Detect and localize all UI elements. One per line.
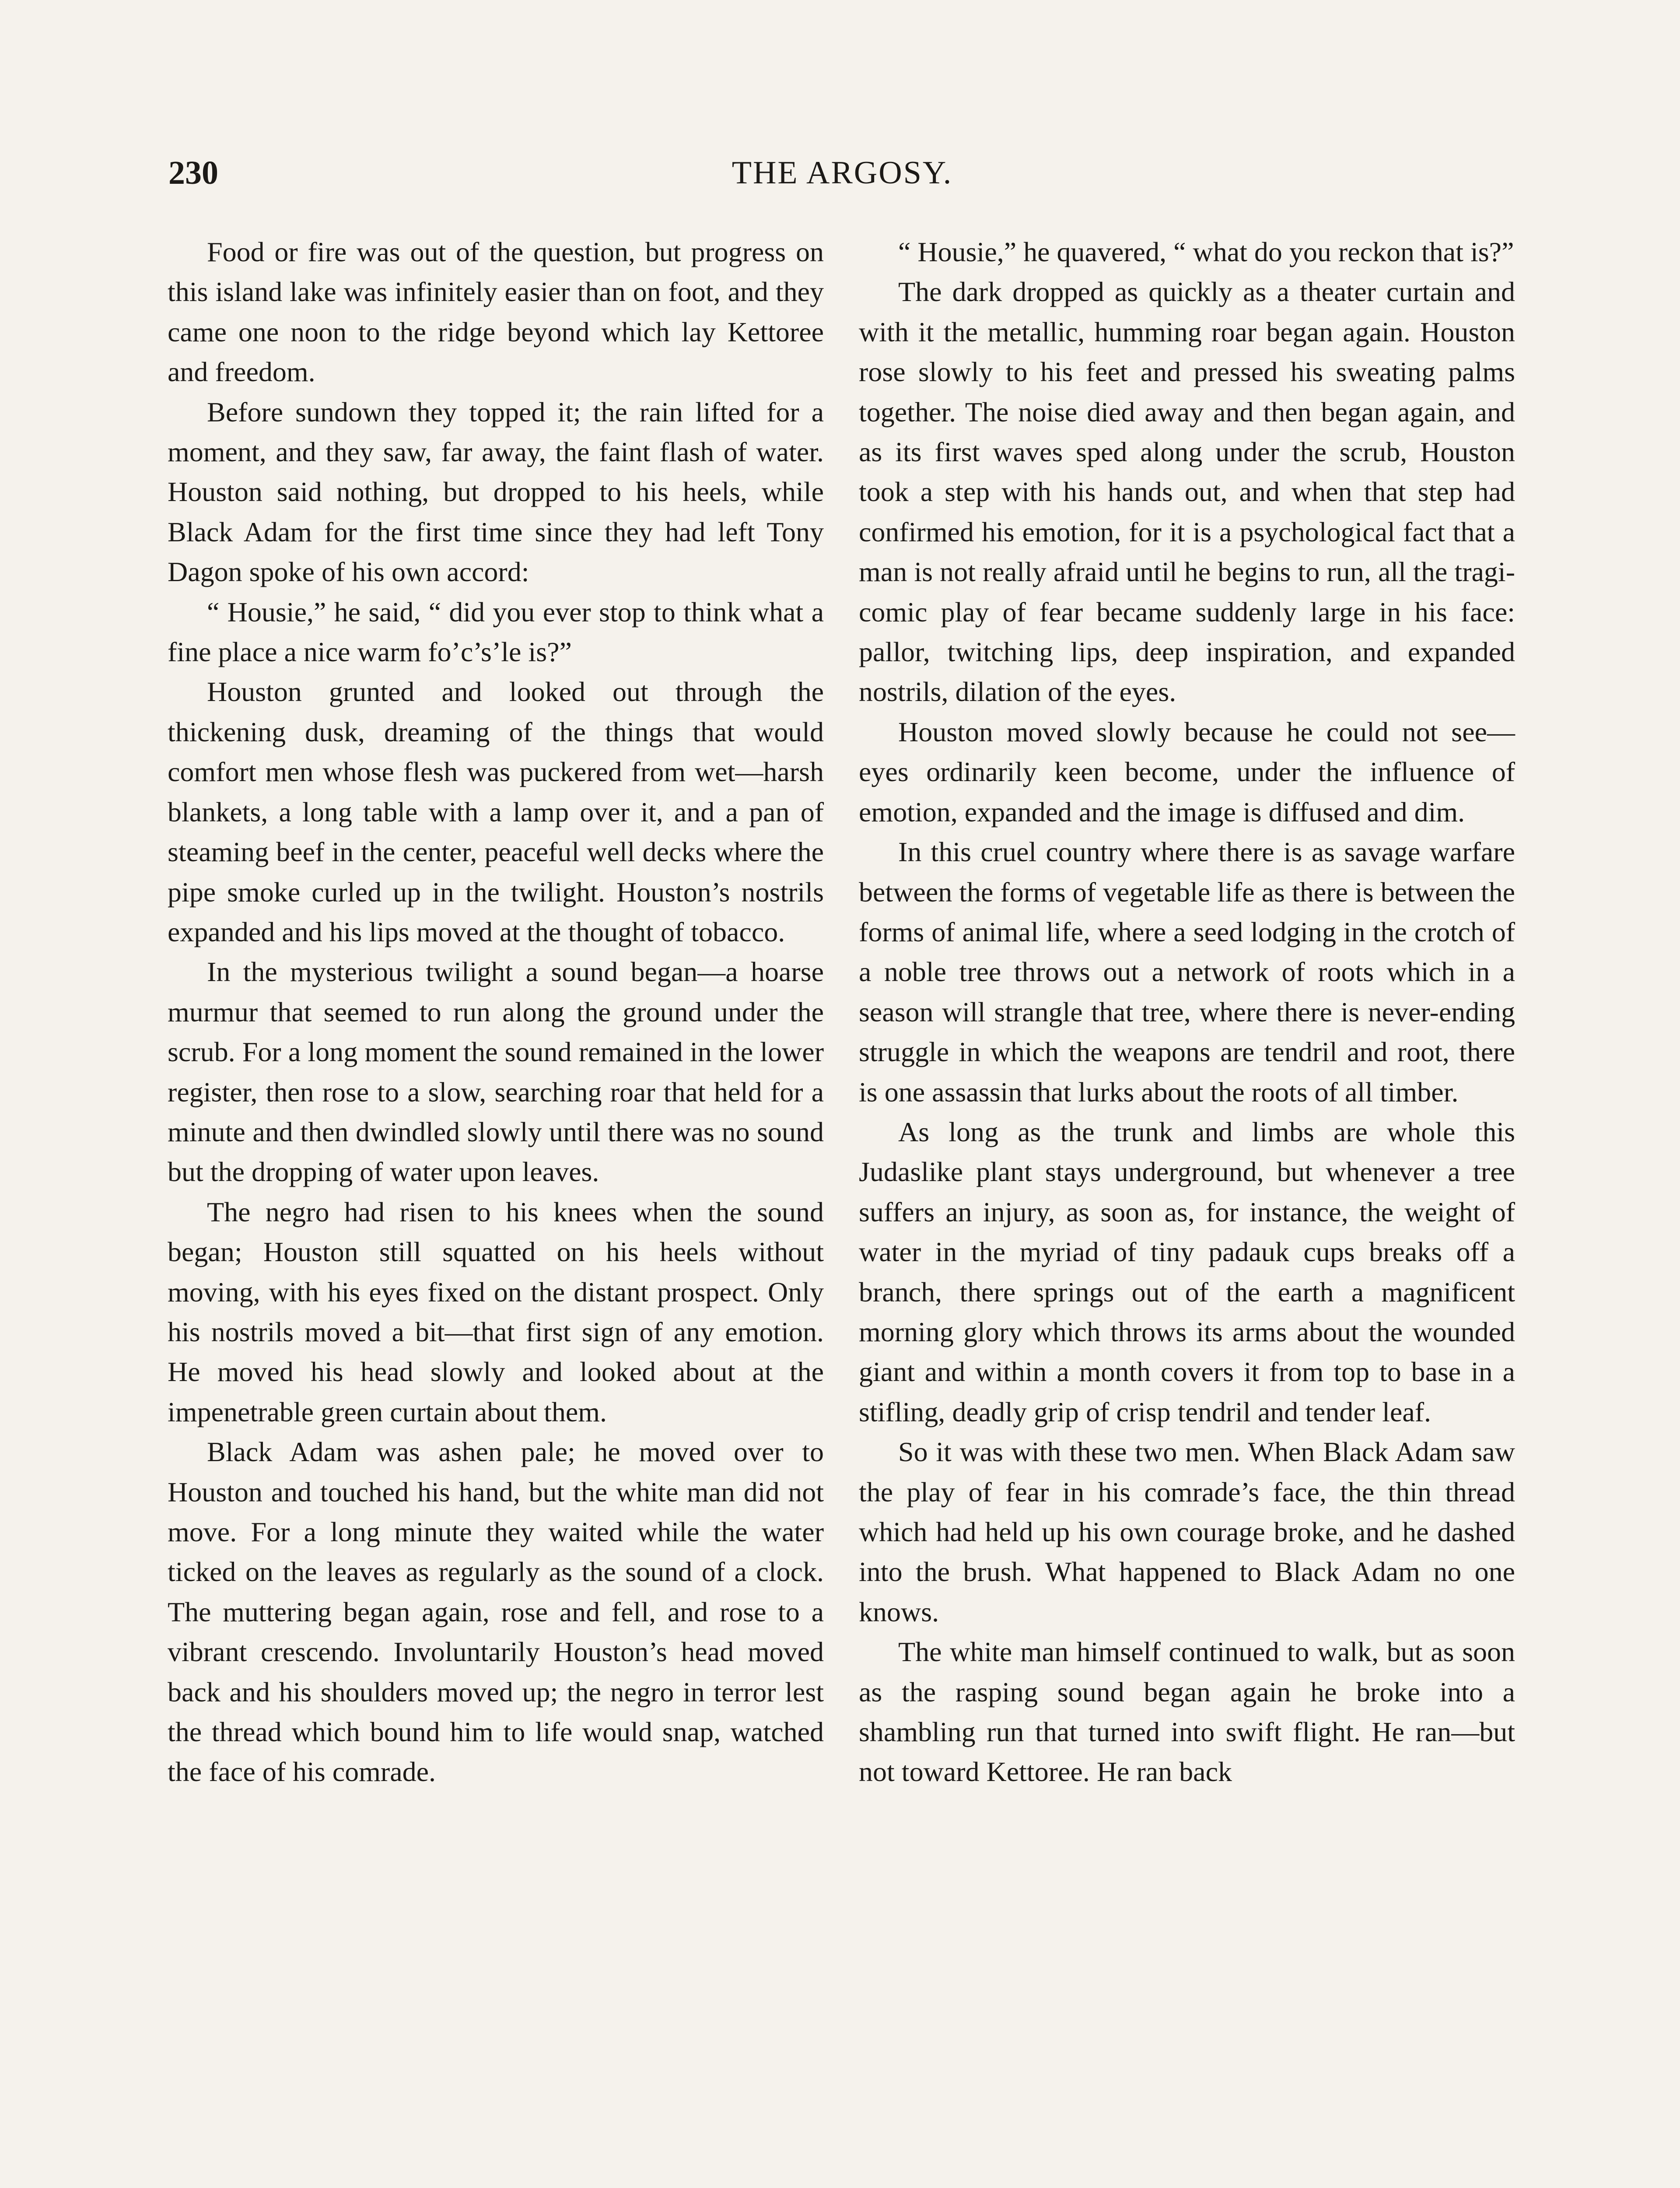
paragraph: Before sundown they topped it; the rain lifted for a moment, and they saw, far away, the faint flash of water. Houston said nothing, but dropped to his heels, while Black Adam for the first time since they had left Tony Dagon spoke of his own accord: [168,396,824,588]
paragraph: “ Housie,” he quavered, “ what do you reckon that is?” [898,236,1514,267]
running-title: THE ARGOSY. [732,155,953,191]
page-header [168,149,1516,197]
paragraph: Houston moved slowly because he could not see—eyes ordinarily keen become, under the influence of emotion, expanded and the image is diffused and dim. [859,716,1515,828]
right-column [859,232,1515,1792]
paragraph: The negro had risen to his knees when the sound began; Houston still squatted on his heels without moving, with his eyes fixed on the distant prospect. Only his nostrils moved a bit—that first sign of any emotion. He moved his head slowly and looked about at the impenetrable green curtain about them. [168,1196,824,1427]
paragraph: So it was with these two men. When Black Adam saw the play of fear in his comrade’s face, the thin thread which had held up his own courage broke, and he dashed into the brush. What happened to Black Adam no one knows. [859,1436,1515,1627]
paragraph: Food or fire was out of the question, but progress on this island lake was infinitely easier than on foot, and they came one noon to the ridge beyond which lay Kettoree and freedom. [168,236,824,388]
page-number: 230 [168,154,218,191]
paragraph: In the mysterious twilight a sound began—a hoarse murmur that seemed to run along the ground under the scrub. For a long moment the sound remained in the lower register, then rose to a slow, searching roar that held for a minute and then dwindled slowly until there was no sound but the dropping of water upon leaves. [168,956,824,1188]
paragraph: In this cruel country where there is as savage warfare between the forms of vegetable life as there is between the forms of animal life, where a seed lodging in the crotch of a noble tree throws out a network of roots which in a season will strangle that tree, where there is never-ending struggle in which the weapons are tendril and root, there is one assassin that lurks about the roots of all timber. [859,836,1515,1108]
paragraph: The white man himself continued to walk, but as soon as the rasping sound began again he broke into a shambling run that turned into swift flight. He ran—but not toward Kettoree. He ran back [859,1636,1515,1788]
paragraph: “ Housie,” he said, “ did you ever stop to think what a fine place a nice warm fo’c’s’le is?” [168,596,824,668]
left-column [168,232,824,1792]
paragraph: As long as the trunk and limbs are whole this Judaslike plant stays underground, but whenever a tree suffers an injury, as soon as, for instance, the weight of water in the myriad of tiny padauk cups breaks off a branch, there springs out of the earth a magnificent morning glory which throws its arms about the wounded giant and within a month covers it from top to base in a stifling, deadly grip of crisp tendril and tender leaf. [859,1116,1515,1427]
paragraph: Black Adam was ashen pale; he moved over to Houston and touched his hand, but the white man did not move. For a long minute they waited while the water ticked on the leaves as regularly as the sound of a clock. The muttering began again, rose and fell, and rose to a vibrant crescendo. Involuntarily Houston’s head moved back and his shoulders moved up; the negro in terror lest the thread which bound him to life would snap, watched the face of his comrade. [168,1436,824,1788]
paragraph: Houston grunted and looked out through the thickening dusk, dreaming of the things that would comfort men whose flesh was puckered from wet—harsh blankets, a long table with a lamp over it, and a pan of steaming beef in the center, peaceful well decks where the pipe smoke curled up in the twilight. Houston’s nostrils expanded and his lips moved at the thought of tobacco. [168,676,824,947]
paragraph: The dark dropped as quickly as a theater curtain and with it the metallic, humming roar began again. Houston rose slowly to his feet and pressed his sweating palms together. The noise died away and then began again, and as its first waves sped along under the scrub, Houston took a step with his hands out, and when that step had confirmed his emotion, for it is a psychological fact that a man is not really afraid until he begins to run, all the tragi-comic play of fear became suddenly large in his face: pallor, twitching lips, deep inspiration, and expanded nostrils, dilation of the eyes. [859,276,1515,708]
